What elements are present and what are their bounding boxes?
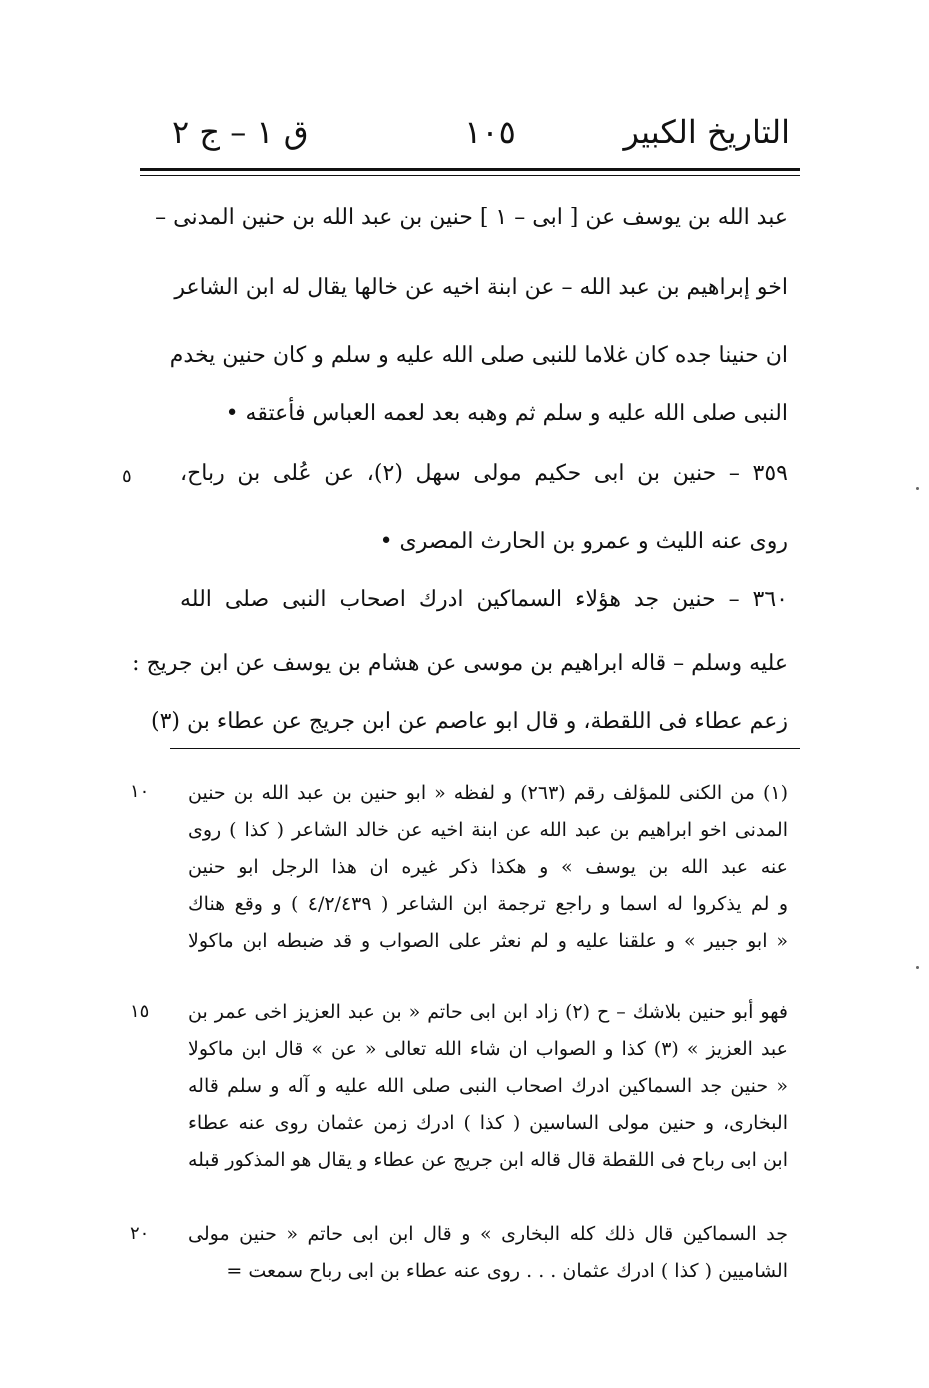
footnote-separator: [170, 748, 800, 749]
running-head-title: التاريخ الكبير: [623, 113, 790, 151]
text-line: عبد الله بن يوسف عن [ ابى – ١ ] حنين بن عبد الله بن حنين المدنى –: [155, 205, 788, 230]
text-line: ان حنينا جده كان غلاما للنبى صلى الله عليه و سلم و كان حنين يخدم: [169, 343, 788, 368]
text-line: عليه وسلم – قاله ابراهيم بن موسى عن هشام بن يوسف عن ابن جريج :: [132, 651, 788, 676]
footnote-line: فهو أبو حنين بلاشك – ح (٢) زاد ابن ابى حاتم « بن عبد العزيز اخى عمر بن: [188, 1001, 788, 1023]
line-number-15: ١٥: [130, 1001, 150, 1022]
footnote-line: جد السماكين قال ذلك كله البخارى » و قال ابن ابى حاتم « حنين مولى: [188, 1223, 788, 1245]
page-number: ١٠٥: [464, 113, 516, 151]
line-number-20: ٢٠: [130, 1223, 150, 1244]
footnote-line: (١) من الكنى للمؤلف رقم (٢٦٣) و لفظه « ابو حنين بن عبد الله بن حنين: [188, 782, 788, 804]
text-line: زعم عطاء فى اللقطة، و قال ابو عاصم عن ابن جريج عن عطاء بن (٣): [150, 709, 788, 734]
footnote-line: و لم يذكروا له اسما و راجع ترجمة ابن الشاعر ( ٤/٢/٤٣٩ ) و وقع هناك: [188, 893, 788, 915]
footnote-line: المدنى اخو ابراهيم بن عبد الله عن ابنة اخيه عن خالد الشاعر ( كذا ) روى: [188, 819, 788, 841]
entry-360-heading: ٣٦٠ – حنين جد هؤلاء السماكين ادرك اصحاب النبى صلى الله: [180, 587, 788, 612]
text-line: اخو إبراهيم بن عبد الله – عن ابنة اخيه عن خالها يقال له ابن الشاعر: [174, 275, 788, 300]
running-head-volume: ق ١ – ج ٢: [172, 113, 309, 151]
footnote-line: الشاميين ( كذا ) ادرك عثمان . . . روى عنه عطاء بن ابى رباح سمعت =: [226, 1260, 788, 1282]
footnote-line: ابن ابى رباح فى اللقطة قال قاله ابن جريج عن عطاء و يقال هو المذكور قبله: [188, 1149, 788, 1171]
footnote-line: البخارى، و حنين مولى الساسين ( كذا ) ادرك زمن عثمان روى عنه عطاء: [188, 1112, 788, 1134]
line-number-10: ١٠: [130, 781, 150, 802]
footnote-line: « حنين جد السماكين ادرك اصحاب النبى صلى الله عليه و آله و سلم قاله: [188, 1075, 788, 1097]
footnote-line: عنه عبد الله بن يوسف » و هكذا ذكر غيره ان هذا الرجل ابو حنين: [188, 856, 788, 878]
header-rule-thin: [140, 175, 800, 176]
text-line: النبى صلى الله عليه و سلم ثم وهبه بعد لعمه العباس فأعتقه •: [225, 401, 788, 426]
text-line: روى عنه الليث و عمرو بن الحارث المصرى •: [379, 529, 788, 554]
scan-speck: [916, 966, 919, 969]
header-rule-thick: [140, 168, 800, 171]
footnote-line: « ابو جبير » و علقنا عليه و لم نعثر على الصواب و قد ضبطه ابن ماكولا: [188, 930, 788, 952]
entry-359-heading: ٣٥٩ – حنين بن ابى حكيم مولى سهل (٢)، عن عُلى بن رباح،: [180, 461, 788, 486]
scan-speck: [916, 487, 919, 490]
footnote-line: عبد العزيز » (٣) كذا و الصواب ان شاء الله تعالى « عن » قال ابن ماكولا: [188, 1038, 788, 1060]
line-number-5: ٥: [122, 466, 132, 487]
